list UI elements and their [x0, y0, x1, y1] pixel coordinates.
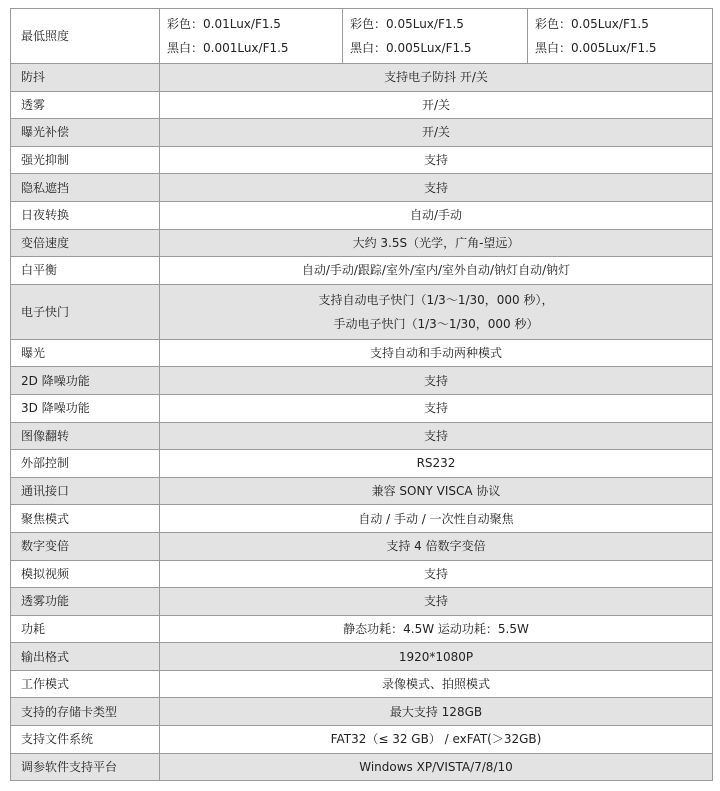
spec-row — [11, 532, 713, 560]
spec-label: 曝光补偿 — [11, 119, 160, 147]
spec-row — [11, 505, 713, 533]
spec-label: 外部控制 — [11, 450, 160, 478]
spec-label: 支持的存储卡类型 — [11, 698, 160, 726]
spec-value: 支持 — [160, 174, 713, 202]
spec-row — [11, 119, 713, 147]
spec-value: FAT32（≤ 32 GB） / exFAT(＞32GB) — [160, 726, 713, 754]
lux-color-value: 彩色：0.05Lux/F1.5 — [535, 17, 649, 31]
spec-value: 支持 — [160, 588, 713, 616]
spec-rows-group — [11, 339, 713, 781]
spec-row — [11, 91, 713, 119]
shutter-manual-text: 手动电子快门（1/3～1/30，000 秒） — [333, 316, 539, 331]
lux-bw-value: 黑白：0.001Lux/F1.5 — [167, 41, 289, 55]
spec-value: 1920*1080P — [160, 643, 713, 671]
spec-label: 日夜转换 — [11, 201, 160, 229]
spec-label: 白平衡 — [11, 257, 160, 285]
spec-value — [160, 284, 713, 339]
spec-row — [11, 229, 713, 257]
lux-color-value: 彩色：0.05Lux/F1.5 — [350, 17, 464, 31]
spec-value: 兼容 SONY VISCA 协议 — [160, 477, 713, 505]
spec-row — [11, 698, 713, 726]
lux-bw-value: 黑白：0.005Lux/F1.5 — [350, 41, 472, 55]
lux-cell — [160, 9, 343, 64]
spec-label: 工作模式 — [11, 670, 160, 698]
spec-label: 数字变倍 — [11, 532, 160, 560]
shutter-auto-text: 支持自动电子快门（1/3～1/30，000 秒）， — [318, 292, 554, 307]
spec-label: 电子快门 — [11, 284, 160, 339]
spec-label: 输出格式 — [11, 643, 160, 671]
spec-row — [11, 477, 713, 505]
spec-value: Windows XP/VISTA/7/8/10 — [160, 753, 713, 781]
spec-row-shutter — [11, 284, 713, 339]
spec-value: 支持 — [160, 146, 713, 174]
spec-row — [11, 560, 713, 588]
spec-label: 最低照度 — [11, 9, 160, 64]
spec-value: 自动/手动/跟踪/室外/室内/室外自动/钠灯自动/钠灯 — [160, 257, 713, 285]
spec-value: 支持 — [160, 422, 713, 450]
lux-bw-value: 黑白：0.005Lux/F1.5 — [535, 41, 657, 55]
spec-row — [11, 394, 713, 422]
spec-row — [11, 422, 713, 450]
spec-label: 功耗 — [11, 615, 160, 643]
spec-label: 变倍速度 — [11, 229, 160, 257]
spec-row — [11, 615, 713, 643]
spec-label: 透雾功能 — [11, 588, 160, 616]
spec-rows-group — [11, 64, 713, 285]
lux-cell — [528, 9, 713, 64]
spec-row — [11, 201, 713, 229]
spec-row — [11, 450, 713, 478]
spec-row — [11, 726, 713, 754]
spec-value: 静态功耗：4.5W 运动功耗：5.5W — [160, 615, 713, 643]
lux-cell — [343, 9, 528, 64]
spec-label: 防抖 — [11, 64, 160, 92]
spec-label: 3D 降噪功能 — [11, 394, 160, 422]
spec-value: 支持 — [160, 394, 713, 422]
spec-value: 支持自动和手动两种模式 — [160, 339, 713, 367]
spec-value: 支持电子防抖 开/关 — [160, 64, 713, 92]
spec-value: 支持 — [160, 560, 713, 588]
spec-value: 录像模式、拍照模式 — [160, 670, 713, 698]
spec-label: 强光抑制 — [11, 146, 160, 174]
spec-row — [11, 367, 713, 395]
spec-table — [10, 8, 713, 781]
spec-value: 自动 / 手动 / 一次性自动聚焦 — [160, 505, 713, 533]
spec-label: 通讯接口 — [11, 477, 160, 505]
spec-row — [11, 753, 713, 781]
spec-label: 调参软件支持平台 — [11, 753, 160, 781]
spec-value: 开/关 — [160, 119, 713, 147]
spec-row — [11, 643, 713, 671]
spec-value: 支持 4 倍数字变倍 — [160, 532, 713, 560]
spec-label: 支持文件系统 — [11, 726, 160, 754]
spec-label: 聚焦模式 — [11, 505, 160, 533]
spec-value: 大约 3.5S（光学，广角-望远） — [160, 229, 713, 257]
spec-row-min-illumination — [11, 9, 713, 64]
spec-label: 隐私遮挡 — [11, 174, 160, 202]
spec-row — [11, 588, 713, 616]
spec-label: 2D 降噪功能 — [11, 367, 160, 395]
spec-label: 透雾 — [11, 91, 160, 119]
spec-value: 开/关 — [160, 91, 713, 119]
spec-row — [11, 64, 713, 92]
spec-row — [11, 146, 713, 174]
spec-row — [11, 670, 713, 698]
spec-value: 自动/手动 — [160, 201, 713, 229]
spec-row — [11, 174, 713, 202]
lux-color-value: 彩色：0.01Lux/F1.5 — [167, 17, 281, 31]
spec-label: 曝光 — [11, 339, 160, 367]
spec-value: RS232 — [160, 450, 713, 478]
spec-label: 模拟视频 — [11, 560, 160, 588]
spec-value: 最大支持 128GB — [160, 698, 713, 726]
spec-row — [11, 257, 713, 285]
spec-label: 图像翻转 — [11, 422, 160, 450]
spec-row — [11, 339, 713, 367]
spec-value: 支持 — [160, 367, 713, 395]
